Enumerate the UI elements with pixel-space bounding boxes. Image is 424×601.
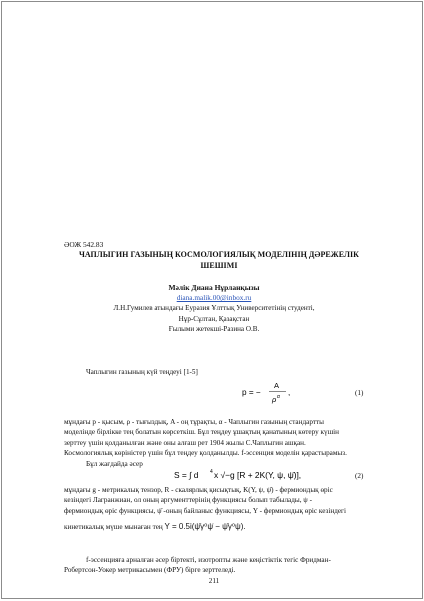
eq2-lhs: S = ∫ d xyxy=(174,470,199,480)
paper-title: ЧАПЛЫГИН ГАЗЫНЫҢ КОСМОЛОГИЯЛЫҚ МОДЕЛІНІҢ ДӘРЕЖЕЛІК ШЕШІМІ xyxy=(78,250,360,270)
equation-1-number: (1) xyxy=(355,389,364,397)
text-line: кезіндегі Лагранжиан, ол оның аргументтерінің функциясы болып табылады, ψ - xyxy=(64,496,312,505)
paragraph-frw xyxy=(64,555,370,576)
kinetic-term-text: кинетикалық мүше мынаған тең xyxy=(64,523,163,531)
author-email-link[interactable]: diana.malik.00@inbox.ru xyxy=(176,293,252,302)
paragraph-kinetic-term xyxy=(64,522,370,532)
text-line: мұндағы g - метрикалық тензор, R - скалярлық қисықтық, K(Y, ψ, ψ̄) - фермиондық өріс xyxy=(64,486,333,494)
equation-2-number: (2) xyxy=(355,472,364,480)
paragraph-notation xyxy=(64,485,370,516)
affiliation-line: Нұр-Сұлтан, Қазақстан xyxy=(178,314,250,323)
text-line: зерттеу үшін қолданылған және оны алғаш рет 1904 жылы С.Чаплыгин ашқан. xyxy=(64,438,306,447)
eq1-denominator-exponent: α xyxy=(277,394,280,400)
author-name: Мәлік Диана Нұрланқызы xyxy=(168,283,260,292)
affiliation-line: Л.Н.Гумилев атындағы Еуразия Ұлттық Университетінің студенті, xyxy=(113,304,315,312)
affiliation-line: Ғылыми жетекші-Разина О.В. xyxy=(168,325,260,334)
affiliation-block xyxy=(2,303,424,335)
eq2-integrand: x √−g [R + 2K(Y, ψ, ψ̄)], xyxy=(214,470,302,480)
page-number: 211 xyxy=(208,577,220,585)
kinetic-term-equation: Y = 0.5i(ψ̄γ⁰ψ̇ − ψ̄̇γ⁰ψ). xyxy=(164,522,246,531)
eq1-comma: , xyxy=(288,388,291,397)
paragraph-definitions xyxy=(64,417,370,469)
udc-code: ӘОЖ 542.83 xyxy=(64,240,104,249)
eq1-lhs: p = − xyxy=(242,388,261,397)
text-line: f-эссенцияға арналған әсер біртекті, изотропты және кеңістіктік тегіс Фридман- xyxy=(86,556,331,564)
intro-sentence: Чаплыгин газының күй теңдеуі [1-5] xyxy=(86,368,198,376)
eq1-numerator: A xyxy=(274,381,280,390)
text-line: Космологиялық көріністер үшін бұл теңдеу қолданылды. f-эссенция моделін қарастырамыз. xyxy=(64,449,347,458)
text-line: фермиондық өріс функциясы, ψ̄ -оның байланыс функциясы, Y - фермиондық өріс кезіндегі xyxy=(64,506,346,515)
text-line: мұндағы p - қысым, ρ - тығыздық, A - оң тұрақты, α - Чаплыгин газының стандартты xyxy=(64,418,324,426)
text-line: Бұл жағдайда әсер xyxy=(86,459,143,468)
eq1-denominator: ρ xyxy=(272,395,277,404)
document-page xyxy=(1,1,423,599)
equation-2 xyxy=(174,464,334,486)
text-line: Робертсон-Уокер метрикасымен (ФРУ) бірге зерттеледі. xyxy=(64,566,236,575)
eq2-exponent: 4 xyxy=(210,469,213,475)
equation-1 xyxy=(242,380,332,408)
text-line: моделінде бірлікке тең болатын көрсеткіш. Бұл теңдеу ұшақтың қанатының көтеру күшін xyxy=(64,428,339,437)
